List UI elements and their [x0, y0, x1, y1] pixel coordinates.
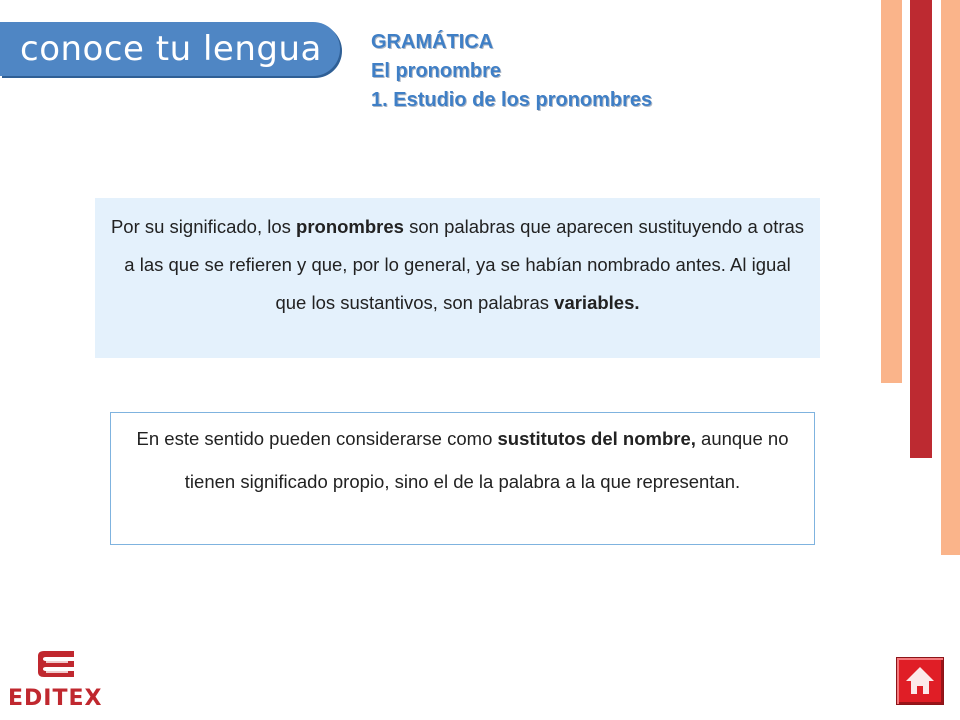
section-title: GRAMÁTICA — [371, 31, 494, 53]
decorative-bar-left — [881, 0, 902, 383]
header-tab — [0, 22, 340, 76]
definition-text-1: Por su significado, los — [110, 216, 297, 237]
logo-wordmark: EDITEX — [8, 686, 103, 711]
explanation-box — [110, 412, 815, 545]
home-button[interactable] — [896, 657, 944, 705]
definition-text-2: son palabras que aparecen sustituyendo a otras a las que se refieren y que, por lo general, ya se habían nombrado antes. Al igual que los sustantivos, son palabras — [124, 216, 805, 313]
decorative-bar-middle — [910, 0, 932, 458]
editex-book-icon — [8, 648, 108, 688]
topic-title: El pronombre — [371, 60, 502, 82]
decorative-bar-right — [941, 0, 960, 555]
explanation-bold-sustitutos: sustitutos del nombre, — [497, 428, 696, 449]
home-icon — [897, 658, 943, 704]
definition-box — [95, 198, 820, 358]
editex-logo — [8, 648, 108, 714]
explanation-text-2: aunque no tienen significado propio, sino el de la palabra a la que representan. — [184, 428, 789, 492]
section-headings — [371, 28, 652, 115]
definition-bold-variables: variables. — [554, 292, 640, 313]
explanation-text-1: En este sentido pueden considerarse como — [136, 428, 498, 449]
subtopic-title: 1. Estudio de los pronombres — [371, 89, 653, 111]
definition-bold-pronombres: pronombres — [296, 216, 404, 237]
header-tab-title: conoce tu lengua — [20, 29, 322, 69]
